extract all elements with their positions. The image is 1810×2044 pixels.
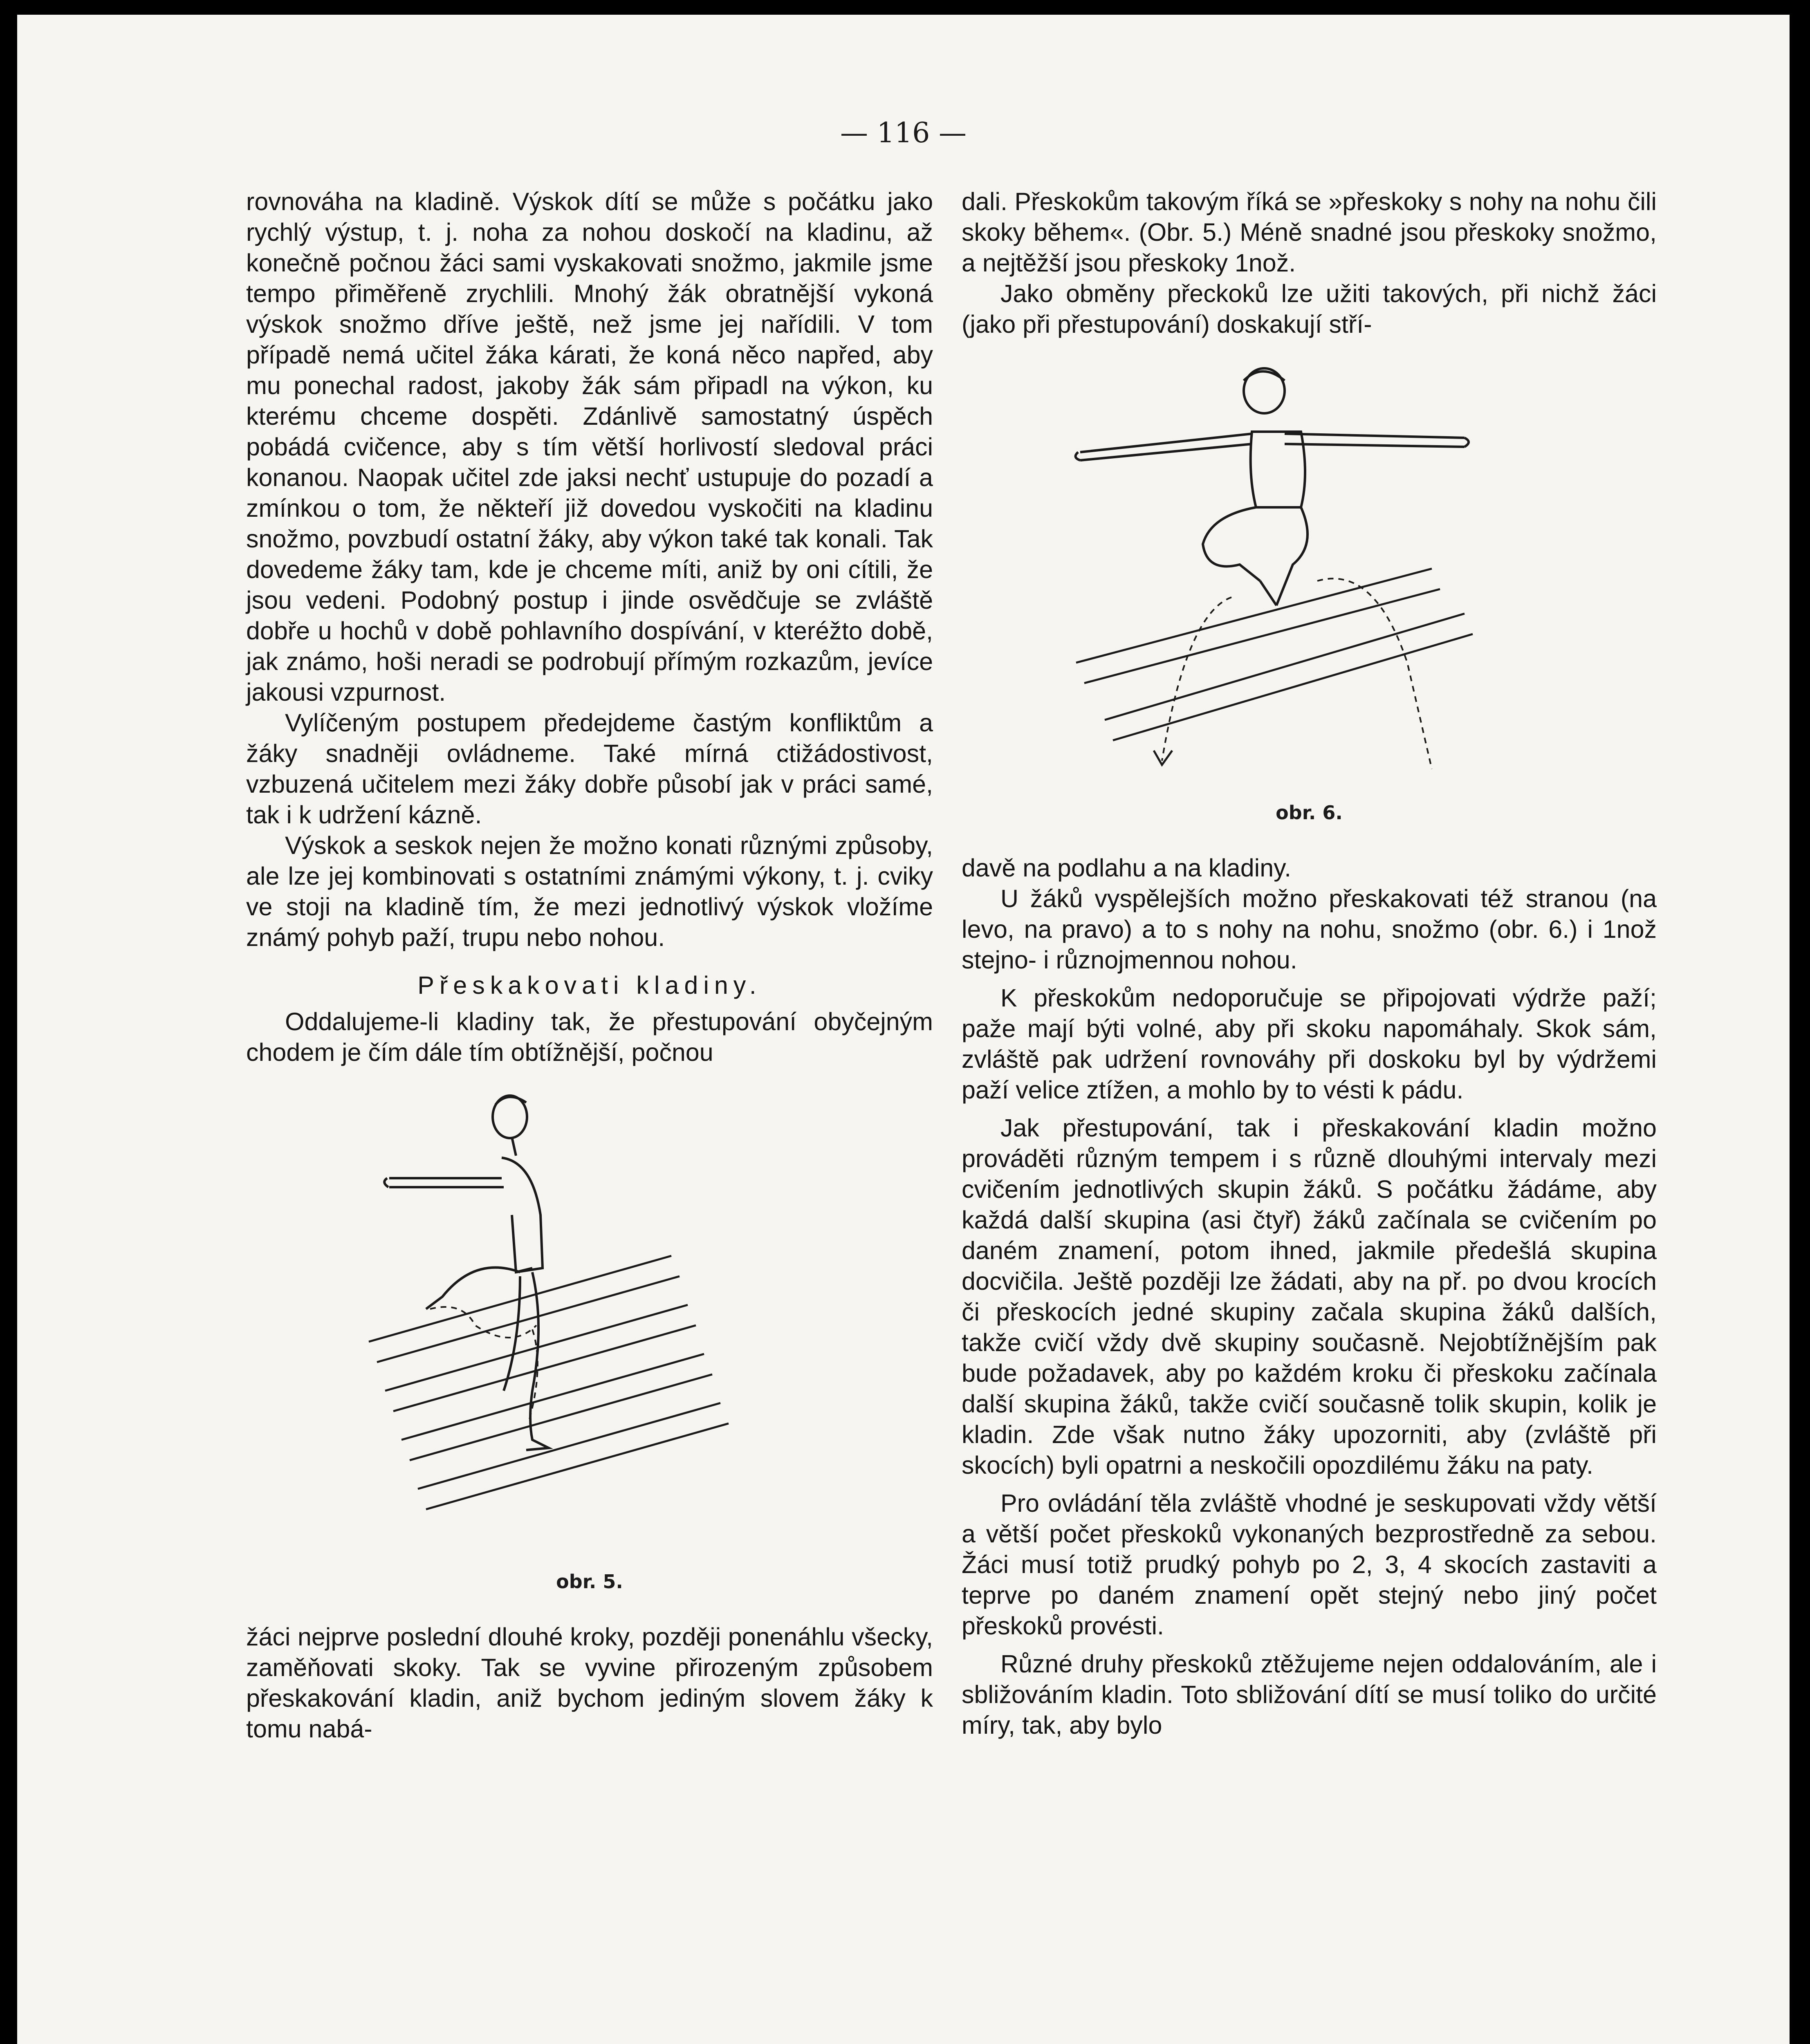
- paragraph: Výskok a seskok nejen že možno konati různými způsoby, ale lze jej kombinovati s ostatními známými výkony, t. j. cviky ve stoji na kladině tím, že mezi jednotlivý výskok vložíme známý pohyb paží, trupu nebo nohou.: [246, 831, 933, 951]
- page-number: — 116 —: [840, 117, 967, 149]
- balance-beams: [1076, 569, 1473, 740]
- figure-caption: obr. 6.: [1276, 802, 1343, 824]
- paragraph: žáci nejprve poslední dlouhé kroky, později ponenáhlu všecky, zaměňovati skoky. Tak se vyvine přirozeným způsobem přeskakování kladin, aniž bychom jediným slovem žáky k tomu nabá-: [246, 1623, 933, 1743]
- paragraph: davě na podlahu a na kladiny.: [962, 854, 1292, 882]
- paragraph: Jako obměny přeckoků lze užiti takových, při nichž žáci (jako při přestupování) doskakují stří-: [962, 280, 1657, 338]
- paragraph: Pro ovládání těla zvláště vhodné je seskupovati vždy větší a větší počet přeskoků vykonaných bezprostředně za sebou. Žáci musí totiž prudký pohyb po 2, 3, 4 skocích zastaviti a teprve po daném znamení opět stejný nebo jiný počet přeskoků provésti.: [962, 1489, 1657, 1640]
- right-column: [962, 186, 1657, 1741]
- paragraph: K přeskokům nedoporučuje se připojovati výdrže paží; paže mají býti volné, aby při skoku napomáhaly. Skok sám, zvláště pak udržení rovnováhy při doskoku byl by výdržemi paží velice ztížen, a mohlo by to vésti k pádu.: [962, 984, 1657, 1104]
- jumping-figure: [384, 1096, 549, 1450]
- figure-6-illustration: [1056, 352, 1587, 793]
- paragraph: Oddalujeme-li kladiny tak, že přestupování obyčejným chodem je čím dále tím obtížnější, počnou: [246, 1008, 933, 1066]
- paragraph: dali. Přeskokům takovým říká se »přeskoky s nohy na nohu čili skoky během«. (Obr. 5.) Méně snadné jsou přeskoky snožmo, a nejtěžší jsou přeskoky 1nož.: [962, 188, 1657, 277]
- figure-6: [962, 352, 1657, 828]
- document-page: [17, 15, 1790, 2044]
- crouching-figure: [1076, 368, 1469, 605]
- paragraph: Jak přestupování, tak i přeskakování kladin možno prováděti různým tempem i s různě dlouhými intervaly mezi cvičením jednotlivých skupin žáků. S počátku žádáme, aby každá další skupina (asi čtyř) žáků začínala se cvičením po daném znamení, potom ihned, jakmile předešlá skupina docvičila. Ještě později lze žádati, aby na př. po dvou krocích či přeskocích jedné skupiny začala skupina žáků dalších, takže cvičí vždy dvě skupiny současně. Nejobtížnějším pak bude požadavek, aby po každém kroku či přeskoku začínala další skupina žáků, takže cvičí současně tolik skupin, kolik je kladin. Zde však nutno žáky upozorniti, aby (zvláště při skocích) byli opatrni a neskočili opozdilému žáku na paty.: [962, 1114, 1657, 1479]
- paragraph: U žáků vyspělejších možno přeskakovati též stranou (na levo, na pravo) a to s nohy na nohu, snožmo (obr. 6.) i 1nož stejno- i různojmennou nohou.: [962, 885, 1657, 974]
- left-column: [246, 186, 933, 1744]
- figure-5: [246, 1080, 933, 1597]
- balance-beams: [369, 1256, 729, 1509]
- figure-5-illustration: [340, 1080, 814, 1562]
- paragraph: Různé druhy přeskoků ztěžujeme nejen oddalováním, ale i sbližováním kladin. Toto sbližování dítí se musí toliko do určité míry, tak, aby bylo: [962, 1650, 1657, 1739]
- figure-caption: obr. 5.: [556, 1571, 623, 1593]
- paragraph: Vylíčeným postupem předejdeme častým konfliktům a žáky snadněji ovládneme. Také mírná ctižádostivost, vzbuzená učitelem mezi žáky dobře působí jak v práci samé, tak i k udržení kázně.: [246, 709, 933, 829]
- motion-path-left: [1162, 597, 1231, 761]
- paragraph: rovnováha na kladině. Výskok dítí se může s počátku jako rychlý výstup, t. j. noha za nohou doskočí na kladinu, až konečně počnou žáci sami vyskakovati snožmo, jakmile jsme tempo přiměřeně zrychlili. Mnohý žák obratnější vykoná výskok snožmo dříve ještě, než jsme jej nařídili. V tom případě nemá učitel žáka kárati, že koná něco napřed, aby mu ponechal radost, jakoby žák sám připadl na výkon, ku kterému chceme dospěti. Zdánlivě samostatný úspěch pobádá cvičence, aby s tím větší horlivostí sledoval práci konanou. Naopak učitel zde jaksi nechť ustupuje do pozadí a zmínkou o tom, že někteří již dovedou vyskočiti na kladinu snožmo, povzbudí ostatní žáky, aby výkon také tak konali. Tak dovedeme žáky tam, kde je chceme míti, aniž by oni cítili, že jsou vedeni. Podobný postup i jinde osvědčuje se zvláště dobře u hochů v době pohlavního dospívání, v kteréžto době, jak známo, hoši neradi se podrobují přímým rozkazům, jevíce jakousi vzpurnost.: [246, 188, 933, 706]
- section-heading: Přeskakovati kladiny.: [417, 971, 762, 999]
